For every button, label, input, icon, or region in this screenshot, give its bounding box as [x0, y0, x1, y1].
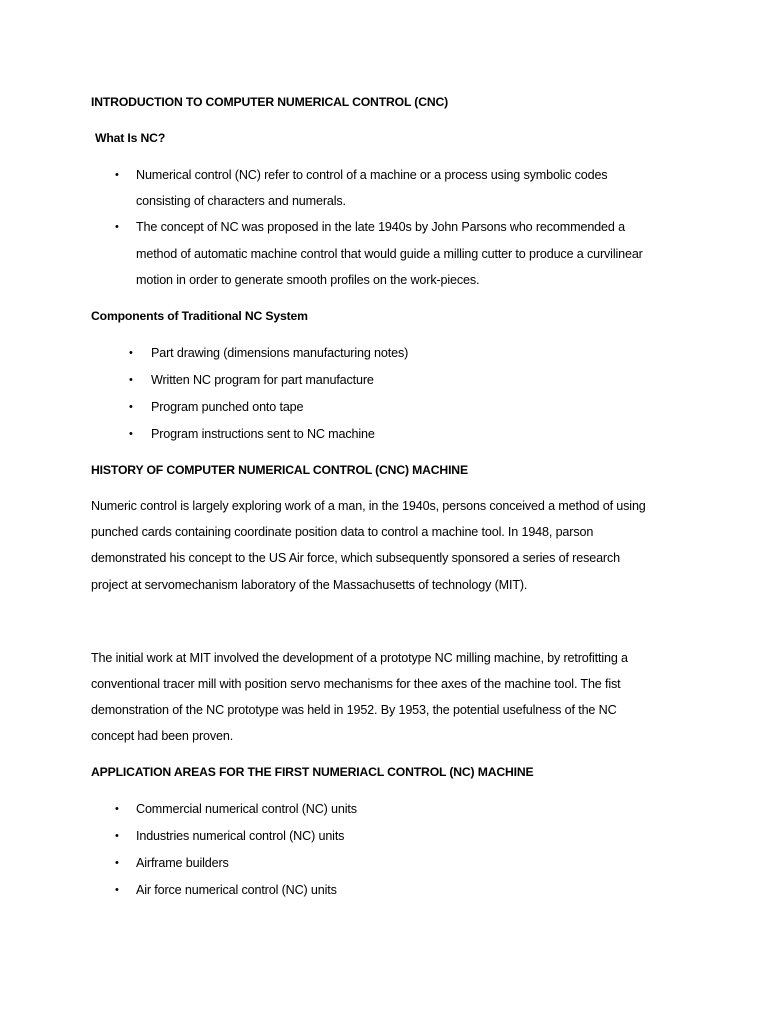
- what-is-nc-heading: What Is NC?: [95, 131, 166, 145]
- applications-item-1: Commercial numerical control (NC) units: [136, 802, 357, 816]
- history-paragraph-1-line-2: punched cards containing coordinate position data to control a machine tool. In 1948, parson: [91, 525, 594, 539]
- what-is-nc-bullet-2-line-2: method of automatic machine control that would guide a milling cutter to produce a curvilinear: [136, 247, 643, 261]
- bullet-icon: •: [115, 857, 119, 869]
- bullet-icon: •: [115, 830, 119, 842]
- bullet-icon: •: [129, 347, 133, 359]
- components-item-1: Part drawing (dimensions manufacturing notes): [151, 346, 409, 360]
- applications-item-4: Air force numerical control (NC) units: [136, 883, 337, 897]
- history-paragraph-2-line-2: conventional tracer mill with position servo mechanisms for thee axes of the machine tool. The fist: [91, 677, 621, 691]
- history-paragraph-1-line-3: demonstrated his concept to the US Air force, which subsequently sponsored a series of research: [91, 551, 620, 565]
- history-paragraph-1-line-4: project at servomechanism laboratory of the Massachusetts of technology (MIT).: [91, 578, 528, 592]
- components-item-2: Written NC program for part manufacture: [151, 373, 374, 387]
- applications-item-2: Industries numerical control (NC) units: [136, 829, 345, 843]
- bullet-icon: •: [129, 374, 133, 386]
- document-title: INTRODUCTION TO COMPUTER NUMERICAL CONTROL (CNC): [91, 95, 449, 109]
- bullet-icon: •: [115, 884, 119, 896]
- history-heading: HISTORY OF COMPUTER NUMERICAL CONTROL (CNC) MACHINE: [91, 463, 468, 477]
- components-item-4: Program instructions sent to NC machine: [151, 427, 375, 441]
- applications-item-3: Airframe builders: [136, 856, 229, 870]
- components-item-3: Program punched onto tape: [151, 400, 304, 414]
- history-paragraph-2-line-3: demonstration of the NC prototype was held in 1952. By 1953, the potential usefulness of the NC: [91, 703, 617, 717]
- bullet-icon: •: [129, 401, 133, 413]
- what-is-nc-bullet-2-line-3: motion in order to generate smooth profiles on the work-pieces.: [136, 273, 480, 287]
- history-paragraph-1-line-1: Numeric control is largely exploring work of a man, in the 1940s, persons conceived a method of using: [91, 499, 646, 513]
- history-paragraph-2-line-1: The initial work at MIT involved the development of a prototype NC milling machine, by retrofitting a: [91, 651, 628, 665]
- bullet-icon: •: [115, 169, 119, 181]
- bullet-icon: •: [115, 803, 119, 815]
- bullet-icon: •: [115, 221, 119, 233]
- history-paragraph-2-line-4: concept had been proven.: [91, 729, 234, 743]
- what-is-nc-bullet-2-line-1: The concept of NC was proposed in the late 1940s by John Parsons who recommended a: [136, 220, 625, 234]
- what-is-nc-bullet-1-line-1: Numerical control (NC) refer to control of a machine or a process using symbolic codes: [136, 168, 608, 182]
- what-is-nc-bullet-1-line-2: consisting of characters and numerals.: [136, 194, 346, 208]
- components-heading: Components of Traditional NC System: [91, 309, 308, 323]
- bullet-icon: •: [129, 428, 133, 440]
- applications-heading: APPLICATION AREAS FOR THE FIRST NUMERIACL CONTROL (NC) MACHINE: [91, 765, 534, 779]
